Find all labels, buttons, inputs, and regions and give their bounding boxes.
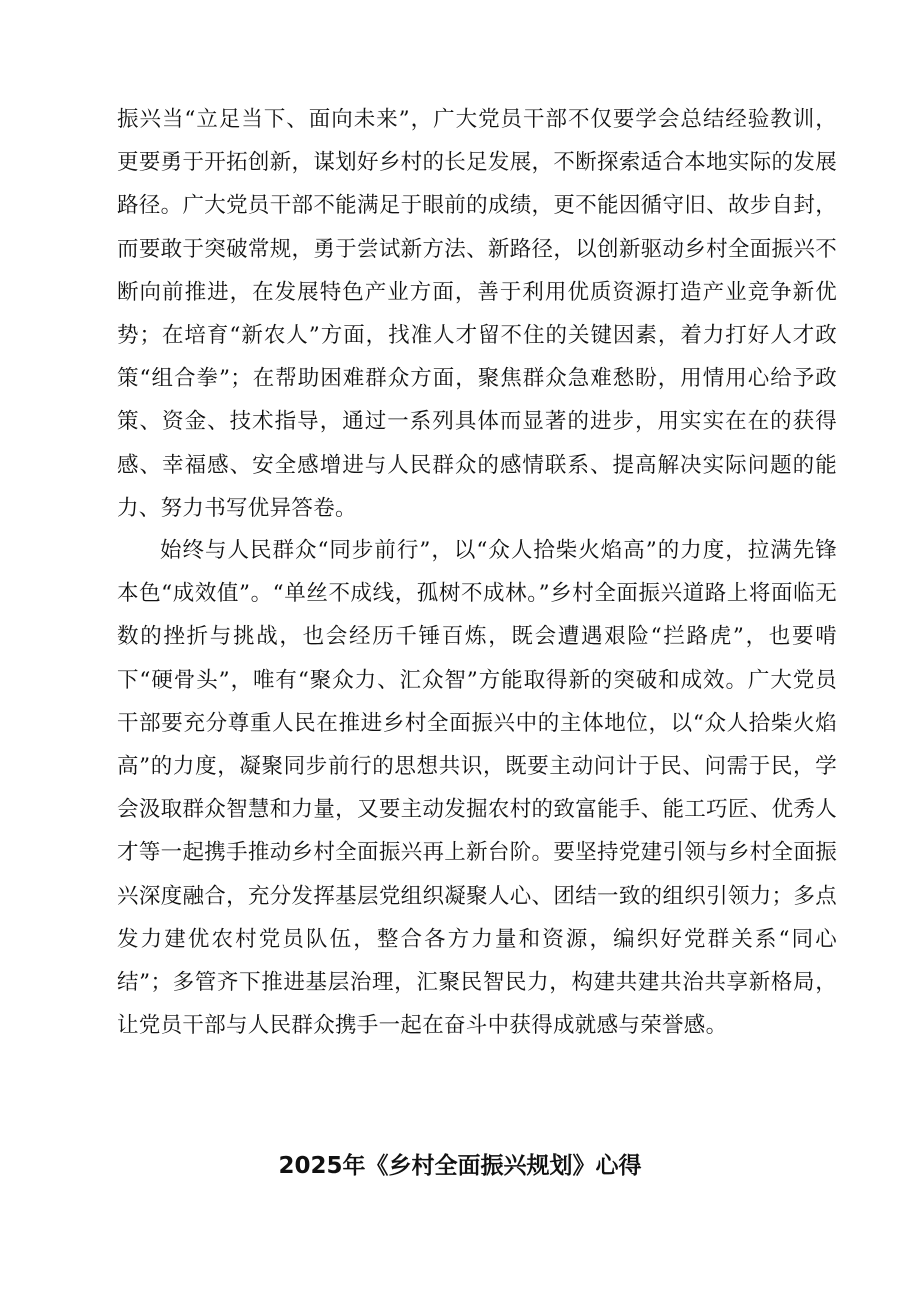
body-paragraph-1: 振兴当“立足当下、面向未来”，广大党员干部不仅要学会总结经验教训，更要勇于开拓创新，谋划好乡村的长足发展，不断探索适合本地实际的发展路径。广大党员干部不能满足于眼前的成绩，更不能因循守旧、故步自封，而要敢于突破常规，勇于尝试新方法、新路径，以创新驱动乡村全面振兴不断向前推进，在发展特色产业方面，善于利用优质资源打造产业竞争新优势；在培育“新农人”方面，找准人才留不住的关键因素，着力打好人才政策“组合拳”；在帮助困难群众方面，聚焦群众急难愁盼，用情用心给予政策、资金、技术指导，通过一系列具体而显著的进步，用实实在在的获得感、幸福感、安全感增进与人民群众的感情联系、提高解决实际问题的能力、努力书写优异答卷。 (117, 107, 837, 521)
body-paragraph-2: 始终与人民群众“同步前行”，以“众人拾柴火焰高”的力度，拉满先锋本色“成效值”。“单丝不成线，孤树不成林。”乡村全面振兴道路上将面临无数的挫折与挑战，也会经历千锤百炼，既会遭遇艰险“拦路虎”，也要啃下“硬骨头”，唯有“聚众力、汇众智”方能取得新的突破和成效。广大党员干部要充分尊重人民在推进乡村全面振兴中的主体地位，以“众人拾柴火焰高”的力度，凝聚同步前行的思想共识，既要主动问计于民、问需于民，学会汲取群众智慧和力量，又要主动发掘农村的致富能手、能工巧匠、优秀人才等一起携手推动乡村全面振兴再上新台阶。要坚持党建引领与乡村全面振兴深度融合，充分发挥基层党组织凝聚人心、团结一致的组织引领力；多点发力建优农村党员队伍，整合各方力量和资源，编织好党群关系“同心结”；多管齐下推进基层治理，汇聚民智民力，构建共建共治共享新格局，让党员干部与人民群众携手一起在奋斗中获得成就感与荣誉感。 (117, 538, 837, 1039)
section-heading: 2025年《乡村全面振兴规划》心得 (278, 1153, 642, 1179)
